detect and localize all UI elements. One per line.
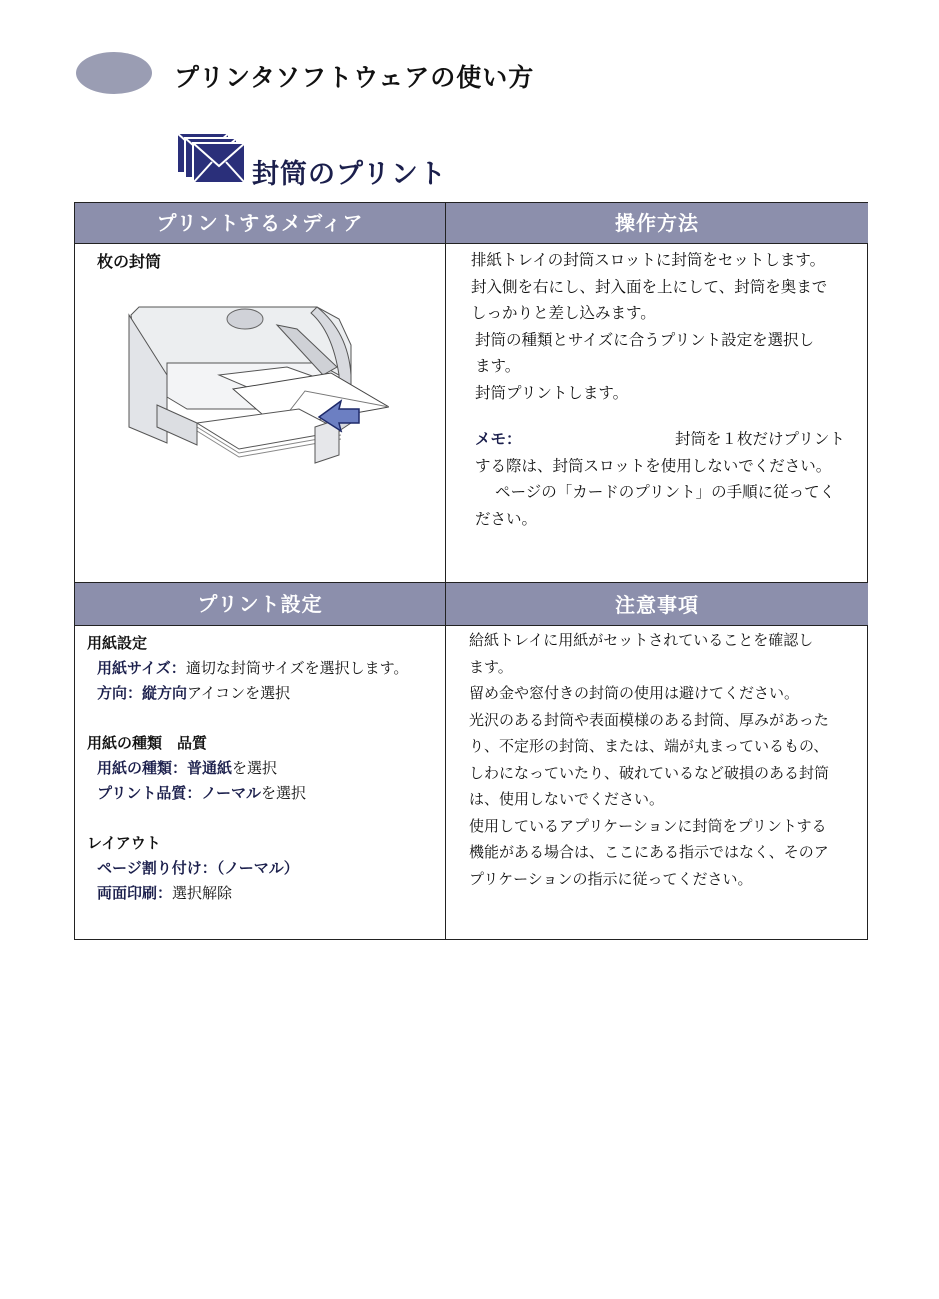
pages-per-sheet-key: ページ割り付け：（ノーマル） xyxy=(97,859,299,877)
memo-label: メモ： xyxy=(475,430,522,448)
quality-value: を選択 xyxy=(260,784,306,802)
caution-line: 留め金や窓付きの封筒の使用は避けてください。 xyxy=(469,684,800,702)
layout-heading: レイアウト xyxy=(87,834,161,852)
memo-line: ださい。 xyxy=(475,509,538,528)
operation-header: 操作方法 xyxy=(446,203,868,243)
operation-line: 封筒の種類とサイズに合うプリント設定を選択し xyxy=(475,330,815,349)
memo-line: する際は、封筒スロットを使用しないでください。 xyxy=(475,456,832,475)
media-header: プリントするメディア xyxy=(75,203,445,243)
cautions-header: 注意事項 xyxy=(446,583,868,625)
media-label: 枚の封筒 xyxy=(97,252,162,271)
printer-envelope-illustration xyxy=(127,305,389,469)
duplex-row xyxy=(87,881,408,906)
caution-line: 使用しているアプリケーションに封筒をプリントする xyxy=(469,816,827,835)
envelope-stack-icon xyxy=(176,132,248,186)
paper-size-value: 適切な封筒サイズを選択します。 xyxy=(185,659,409,677)
print-settings xyxy=(87,631,408,906)
header-divider xyxy=(75,625,867,626)
type-quality-heading: 用紙の種類 品質 xyxy=(87,734,208,752)
orientation-key: 方向：縦方向 xyxy=(97,684,188,702)
paper-size-key: 用紙サイズ： xyxy=(97,659,186,677)
operation-line: ます。 xyxy=(475,357,521,375)
operation-line: 封筒プリントします。 xyxy=(475,383,629,402)
header-divider xyxy=(75,243,867,244)
envelope-print-table xyxy=(74,202,868,940)
quality-row xyxy=(87,781,408,806)
paper-size-row xyxy=(87,656,408,681)
operation-steps xyxy=(471,247,827,406)
settings-header: プリント設定 xyxy=(75,583,445,625)
paper-settings-heading: 用紙設定 xyxy=(87,634,148,652)
orientation-value: アイコンを選択 xyxy=(187,684,291,702)
caution-line: 給紙トレイに用紙がセットされていることを確認し xyxy=(469,631,814,649)
duplex-key: 両面印刷： xyxy=(97,884,173,902)
operation-line: 封入側を右にし、封入面を上にして、封筒を奥まで xyxy=(471,277,828,296)
caution-line: り、不定形の封筒、または、端が丸まっているもの、 xyxy=(469,737,829,755)
chapter-title: プリンタソフトウェアの使い方 xyxy=(174,63,535,92)
operation-line: しっかりと差し込みます。 xyxy=(471,304,656,322)
memo-line: 封筒を１枚だけプリント xyxy=(675,430,845,448)
cautions-list xyxy=(469,627,829,892)
orientation-row xyxy=(87,681,408,706)
memo-line: ページの「カードのプリント」の手順に従ってく xyxy=(495,483,836,501)
paper-type-value: を選択 xyxy=(232,759,278,777)
caution-line: 機能がある場合は、ここにある指示ではなく、そのア xyxy=(469,843,829,861)
paper-type-row xyxy=(87,756,408,781)
memo-block xyxy=(475,426,845,532)
column-divider xyxy=(445,203,446,939)
section-title: 封筒のプリント xyxy=(252,159,447,190)
caution-line: 光沢のある封筒や表面模様のある封筒、厚みがあった xyxy=(469,710,829,729)
caution-line: しわになっていたり、破れているなど破損のある封筒 xyxy=(469,763,830,782)
pages-per-sheet-row xyxy=(87,856,408,881)
caution-line: は、使用しないでください。 xyxy=(469,790,665,808)
caution-line: プリケーションの指示に従ってください。 xyxy=(469,869,753,888)
paper-type-key: 用紙の種類：普通紙 xyxy=(97,759,233,777)
duplex-value: 選択解除 xyxy=(172,884,233,902)
operation-line: 排紙トレイの封筒スロットに封筒をセットします。 xyxy=(471,251,826,269)
caution-line: ます。 xyxy=(469,657,513,676)
quality-key: プリント品質：ノーマル xyxy=(97,784,261,802)
chapter-oval-marker xyxy=(76,52,152,94)
